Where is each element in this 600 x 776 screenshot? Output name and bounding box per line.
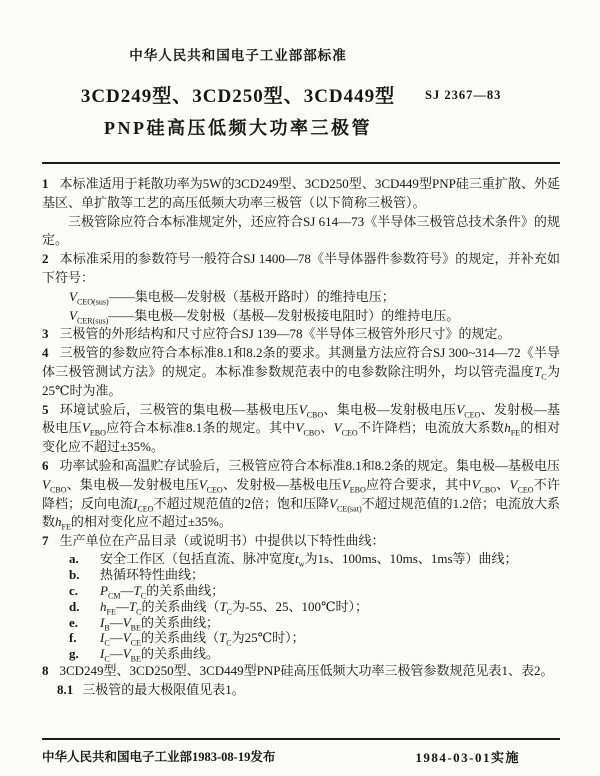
curve-item-g [69, 646, 560, 662]
curve-item-b [69, 567, 560, 583]
clause-text: 三极管的最大极限值见表1。 [82, 682, 245, 698]
clause-number: 8.1 [57, 682, 74, 698]
clause-number: 6 [42, 457, 49, 473]
clause-number: 1 [42, 176, 49, 191]
clause-number: 7 [42, 533, 49, 549]
curve-text: 热循环特性曲线； [100, 566, 205, 582]
implementation-date: 1984-03-01实施 [415, 750, 520, 765]
clause-text: 三极管的外形结构和尺寸应符合SJ 139—78《半导体三极管外形尺寸》的规定。 [59, 326, 511, 342]
footer-divider [42, 738, 560, 740]
clause-text: 本标准采用的参数符号一般符合SJ 1400—78《半导体器件参数符号》的规定，并补充如下符号： [42, 251, 560, 285]
clause-8 [42, 662, 560, 681]
curve-text: $I_C—V_{CE}$的关系曲线（$T_C$为25℃时）； [100, 630, 305, 649]
clause-number: 4 [42, 345, 49, 361]
clause-2 [42, 250, 560, 288]
title-subject: PNP硅高压低频大功率三极管 [104, 118, 372, 138]
clause-5 [42, 401, 560, 457]
clause-text: 三极管除应符合本标准规定外，还应符合SJ 614—73《半导体三极管总技术条件》的规定。 [42, 213, 560, 248]
issue-info: 中华人民共和国电子工业部1983-08-19发布 [42, 750, 276, 764]
clause-text: 功率试验和高温贮存试验后，三极管应符合本标准8.1和8.2条的规定。集电极—基极电压$V_{CBO}$、集电极—发射极电压$V_{CEO}$、发射极—基极电压$V_{EBO}$应符合要求，其中$V_{CBO}$、$V_{CEO}$不许降档；反向电流$I_{CEO}$不超过规范值的2倍；饱和压降$V_{CE(sat)}$不超过规范值的1.2倍；电流放大系数$h_{FE}$的相对变化应不超过±35%。 [42, 457, 561, 532]
curve-label: b. [69, 566, 80, 582]
clause-8-1 [42, 681, 560, 700]
document-body [42, 175, 560, 700]
document-header [42, 44, 434, 140]
curve-item-f [69, 630, 560, 649]
standard-number: SJ 2367—83 [425, 88, 502, 102]
curve-label: d. [69, 598, 80, 614]
clause-number: 2 [42, 251, 49, 267]
clause-7 [42, 532, 560, 551]
symbol-def-vceo-sus [42, 288, 560, 307]
standard-org-line: 中华人民共和国电子工业部部标准 [129, 48, 347, 63]
clause-text: 环境试验后，三极管的集电极—基极电压$V_{CBO}$、集电极—发射极电压$V_{CEO}$、发射极—基极电压$V_{EBO}$应符合本标准8.1条的规定。其中$V_{CBO}$、$V_{CEO}$不许降档；电流放大系数$h_{FE}$的相对变化应不超过±35%。 [42, 401, 560, 455]
definition-text: $V_{CEO(sus)}——$集电极—发射极（基极开路时）的维持电压； [69, 288, 395, 307]
clause-1 [42, 175, 560, 213]
clause-text: 本标准适用于耗散功率为5W的3CD249型、3CD250型、3CD449型PNP硅三重扩散、外延基区、单扩散等工艺的高压低频大功率三极管（以下简称三极管）。 [42, 176, 560, 210]
curve-list [42, 551, 560, 662]
clause-3 [42, 325, 560, 344]
curve-label: g. [69, 646, 79, 662]
clause-number: 3 [42, 326, 49, 342]
clause-text: 生产单位在产品目录（或说明书）中提供以下特性曲线： [59, 533, 385, 549]
curve-label: e. [69, 614, 79, 630]
clause-number: 5 [42, 401, 49, 417]
header-divider [42, 162, 560, 164]
clause-text: 3CD249型、3CD250型、3CD449型PNP硅高压低频大功率三极管参数规范见表1、表2。 [59, 663, 554, 679]
curve-label: a. [69, 550, 79, 566]
curve-label: c. [69, 582, 79, 598]
curve-text: $h_{FE}—T_C$的关系曲线（$T_C$为-55、25、100℃时）； [100, 598, 369, 617]
title-models: 3CD249型、3CD250型、3CD449型 [80, 86, 396, 107]
clause-6 [42, 457, 560, 532]
clause-text: 三极管的参数应符合本标准8.1和8.2条的要求。其测量方法应符合SJ 300~314—72《半导体三极管测试方法》的规定。本标准参数规范表中的电参数除注明外，均以管壳温度$T_C$为25℃时为准。 [42, 345, 560, 398]
curve-item-d [69, 599, 560, 615]
curve-text: $I_B—V_{BE}$的关系曲线； [100, 614, 219, 633]
definition-text: $V_{CER(sus)}——$集电极—发射极（基极—发射极接电阻时）的维持电压。 [69, 307, 460, 326]
symbol-def-vcer-sus [42, 307, 560, 326]
clause-4 [42, 344, 560, 400]
curve-item-e [69, 615, 560, 631]
curve-item-a [69, 551, 560, 567]
curve-text: $P_{CM}—T_C$的关系曲线； [100, 582, 225, 601]
curve-text: $I_C—V_{BE}$的关系曲线。 [100, 646, 219, 664]
curve-text: 安全工作区（包括直流、脉冲宽度$t_w$为1s、100ms、10ms、1ms等）曲线； [100, 550, 518, 569]
curve-item-c [69, 583, 560, 599]
clause-number: 8 [42, 663, 49, 679]
curve-label: f. [69, 630, 77, 646]
clause-1-note [42, 213, 560, 251]
